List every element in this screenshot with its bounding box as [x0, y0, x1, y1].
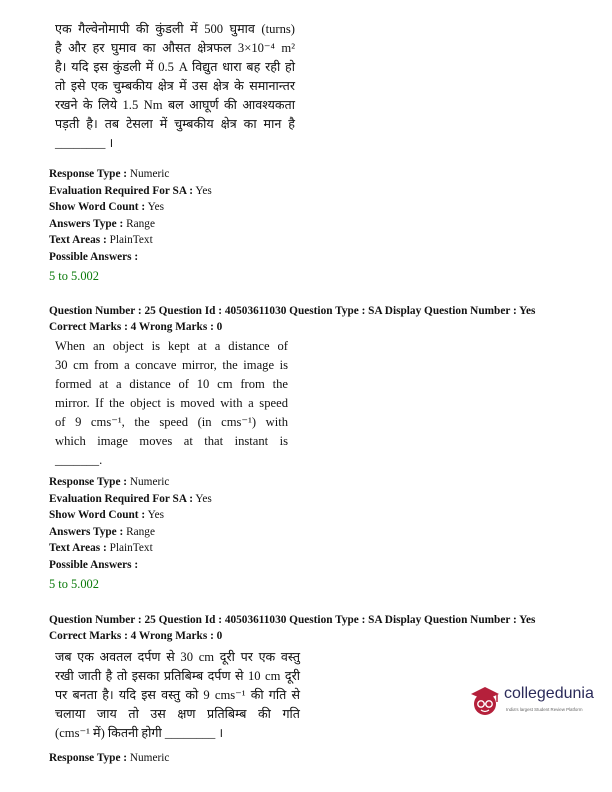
response-type-row: Response Type : Numeric	[49, 168, 170, 180]
collegedunia-logo	[468, 683, 596, 723]
possible-answers-row: Possible Answers :	[49, 250, 139, 263]
stem-line: है और हर घुमाव का औसत क्षेत्रफल 3×10⁻⁴ m²	[55, 41, 295, 55]
response-type-row: Response Type : Numeric	[49, 476, 170, 488]
stem-line: एक गैल्वेनोमापी की कुंडली में 500 घुमाव (turns)	[55, 22, 295, 36]
question-25-header	[49, 303, 589, 336]
stem-line: रखने के लिये 1.5 Nm बल आघूर्ण की आवश्यकता	[55, 98, 295, 112]
stem-line: पर बनता है। यदि इस वस्तु को 9 cms⁻¹ की गति से	[55, 688, 300, 702]
stem-line: चलाया जाय तो उस क्षण प्रतिबिम्ब की गति	[55, 707, 300, 721]
stem-line: जब एक अवतल दर्पण से 30 cm दूरी पर एक वस्तु	[55, 650, 300, 664]
question-25-meta	[49, 474, 212, 592]
marks-line: Correct Marks : 4 Wrong Marks : 0	[49, 630, 223, 643]
possible-answers-row: Possible Answers :	[49, 558, 139, 571]
stem-line: (cms⁻¹ में) कितनी होगी ________ ।	[55, 726, 224, 740]
text-areas-row: Text Areas : PlainText	[49, 234, 153, 247]
possible-answers-value: 5 to 5.002	[49, 268, 99, 283]
stem-line: रखी जाती है तो इसका प्रतिबिम्ब दर्पण से 10 cm दूरी	[55, 669, 300, 683]
question-25-hindi-stem	[55, 648, 300, 743]
evaluation-row: Evaluation Required For SA : Yes	[49, 492, 212, 505]
text-areas-row: Text Areas : PlainText	[49, 542, 153, 555]
answers-type-row: Answers Type : Range	[49, 217, 155, 230]
stem-line: which image moves at that instant is	[55, 434, 288, 448]
question-25-hindi-meta	[49, 750, 169, 767]
answers-type-row: Answers Type : Range	[49, 525, 155, 538]
stem-line: तो इसे एक चुम्बकीय क्षेत्र में उस क्षेत्र के समानान्तर	[55, 79, 295, 93]
stem-line: _______.	[55, 453, 103, 467]
logo-brand: collegedunia	[504, 685, 594, 702]
stem-line: formed at a distance of 10 cm from the	[55, 377, 288, 391]
stem-line: है। यदि इस कुंडली में 0.5 A विद्युत धारा बह रही हो	[55, 60, 295, 74]
stem-line: of 9 cms⁻¹, the speed (in cms⁻¹) with	[55, 415, 288, 429]
response-type-row: Response Type : Numeric	[49, 752, 170, 764]
question-header-line: Question Number : 25 Question Id : 40503611030 Question Type : SA Display Question Number : Yes	[49, 614, 536, 626]
stem-line: पड़ती है। तब टेसला में चुम्बकीय क्षेत्र का मान है	[55, 117, 295, 131]
stem-line: 30 cm from a concave mirror, the image is	[55, 358, 288, 372]
stem-line: When an object is kept at a distance of	[55, 339, 288, 353]
logo-tagline: India's largest Student Review Platform	[506, 707, 583, 712]
question-25-stem	[55, 337, 288, 470]
word-count-row: Show Word Count : Yes	[49, 201, 165, 214]
graduate-cap-icon	[468, 683, 504, 719]
question-header-line: Question Number : 25 Question Id : 40503611030 Question Type : SA Display Question Number : Yes	[49, 305, 536, 317]
question-25-hindi-header	[49, 612, 589, 645]
word-count-row: Show Word Count : Yes	[49, 509, 165, 522]
possible-answers-value: 5 to 5.002	[49, 576, 99, 591]
marks-line: Correct Marks : 4 Wrong Marks : 0	[49, 321, 223, 334]
question-24-meta	[49, 166, 212, 284]
evaluation-row: Evaluation Required For SA : Yes	[49, 184, 212, 197]
stem-line: ________ ।	[55, 136, 114, 150]
stem-line: mirror. If the object is moved with a speed	[55, 396, 288, 410]
question-24-stem	[55, 20, 295, 153]
